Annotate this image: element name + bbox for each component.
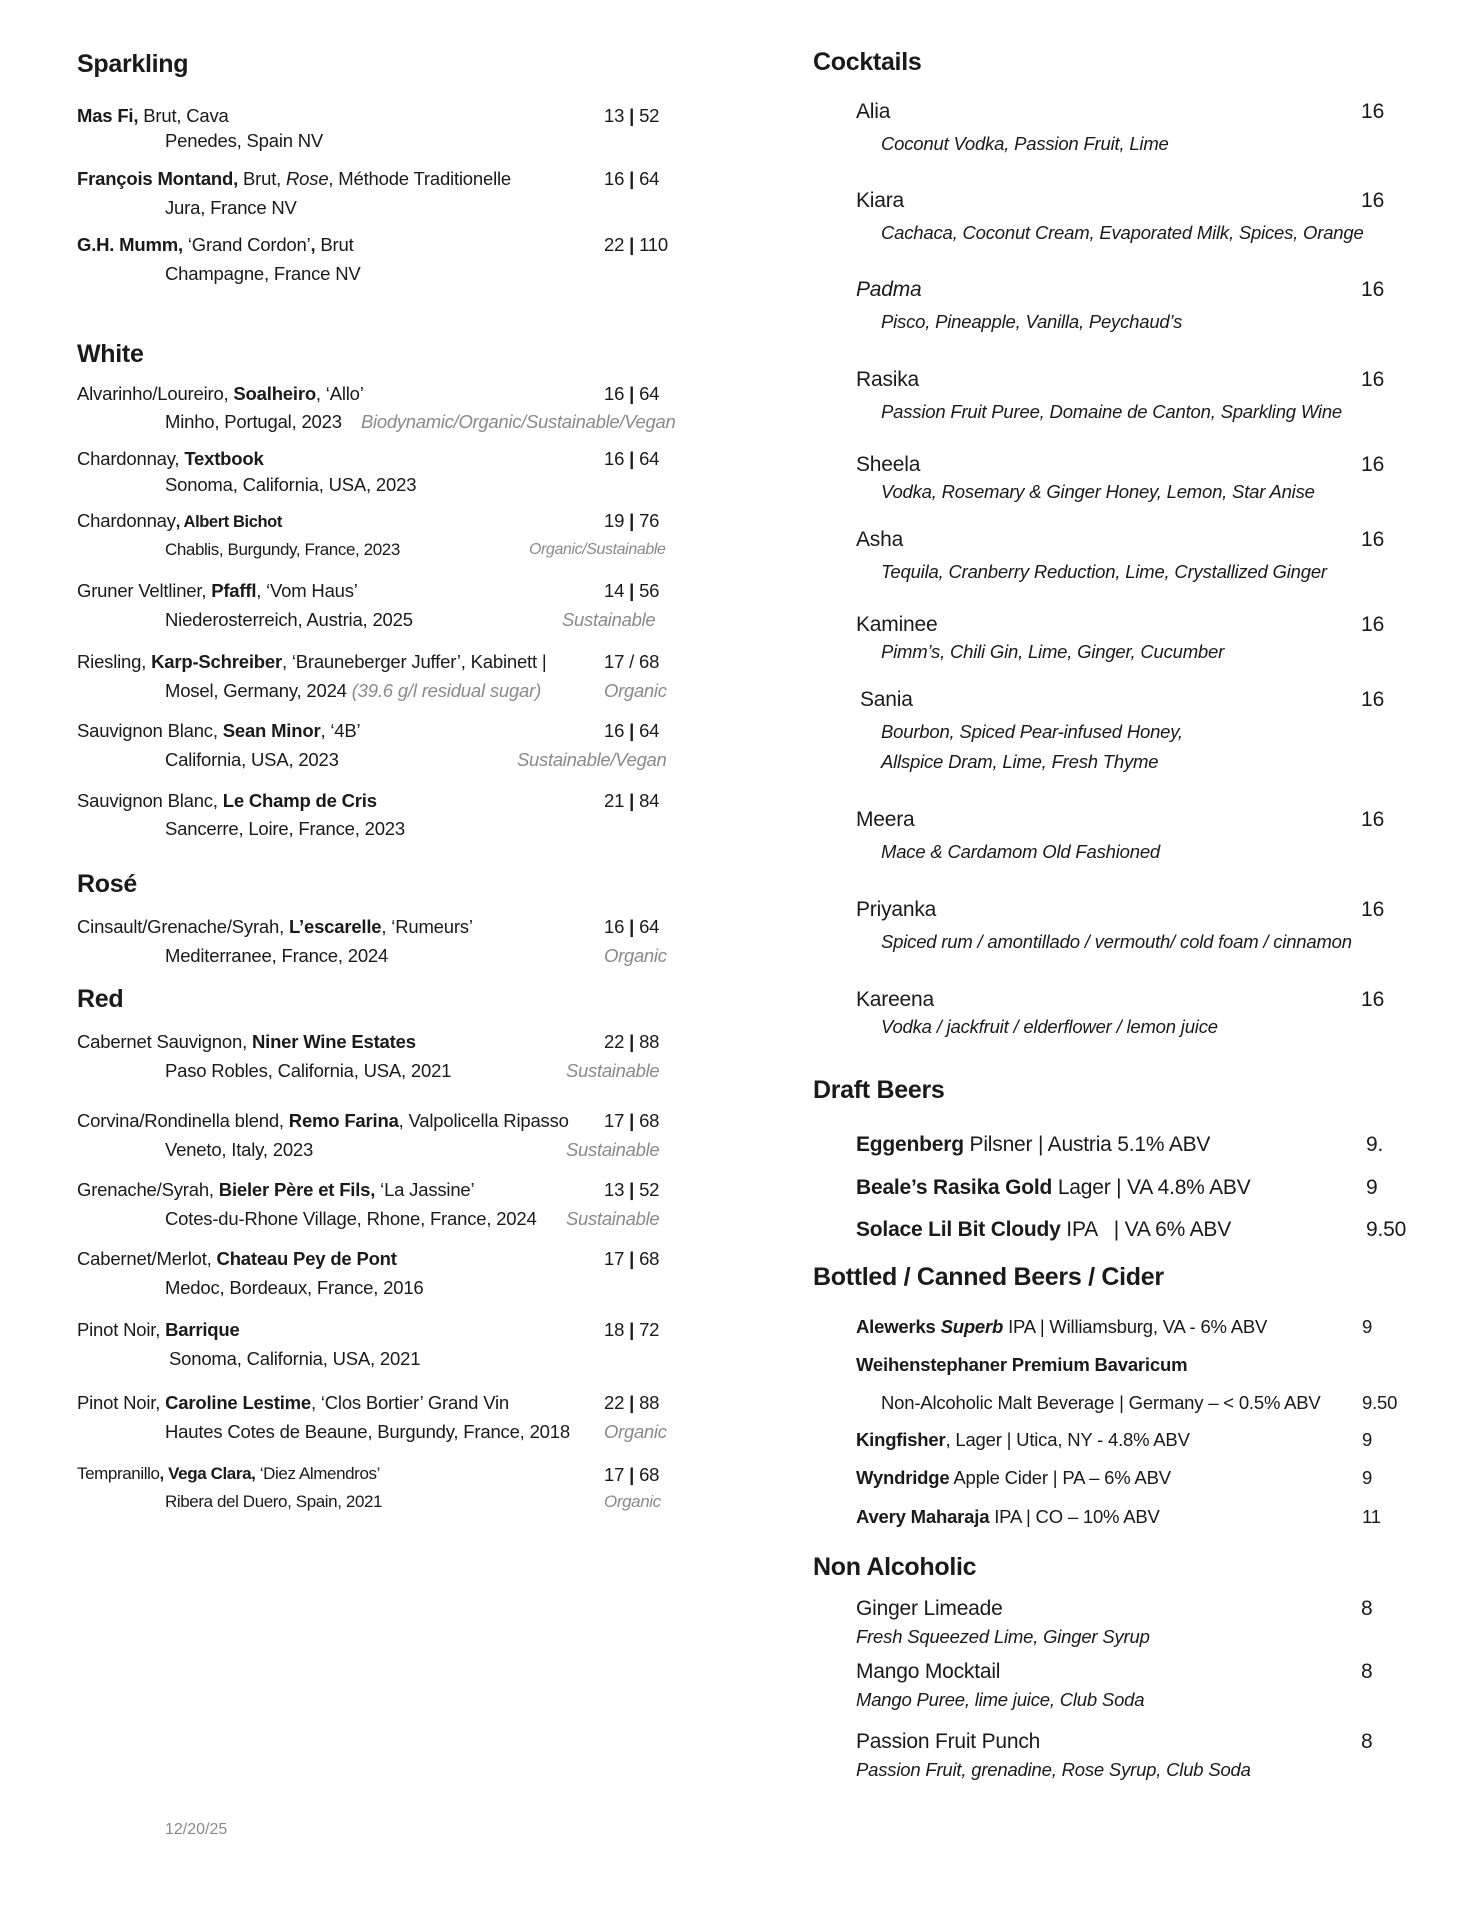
wine-origin: Sonoma, California, USA, 2023 (165, 474, 417, 495)
bottled-beer-price: 9 (1362, 1316, 1373, 1337)
draft-beer: Solace Lil Bit Cloudy IPA | VA 6% ABV (856, 1218, 1232, 1241)
wine-note: Organic/Sustainable (529, 541, 666, 558)
wine-price: 18 | 72 (604, 1319, 660, 1340)
bottled-beer-price: 9 (1362, 1429, 1373, 1450)
cocktail-price: 16 (1361, 688, 1385, 711)
wine-origin: Niederosterreich, Austria, 2025 (165, 609, 413, 630)
wine-price: 22 | 88 (604, 1031, 660, 1052)
wine-line: François Montand, Brut, Rose, Méthode Traditionelle (77, 168, 511, 189)
non-alc-name: Mango Mocktail (856, 1660, 1001, 1683)
wine-price: 13 | 52 (604, 1179, 660, 1200)
wine-price: 16 | 64 (604, 383, 660, 404)
wine-price: 13 | 52 (604, 105, 660, 126)
non-alc-price: 8 (1361, 1597, 1373, 1620)
wine-line: G.H. Mumm, ‘Grand Cordon’, Brut (77, 234, 354, 255)
wine-origin: Cotes-du-Rhone Village, Rhone, France, 2024 (165, 1208, 537, 1229)
wine-origin: Sancerre, Loire, France, 2023 (165, 818, 405, 839)
wine-note: Sustainable/Vegan (517, 749, 667, 770)
cocktail-desc: Pisco, Pineapple, Vanilla, Peychaud’s (881, 311, 1183, 332)
wine-origin: Medoc, Bordeaux, France, 2016 (165, 1277, 424, 1298)
wine-line: Riesling, Karp-Schreiber, ‘Brauneberger Juffer’, Kabinett | (77, 651, 547, 672)
menu-date: 12/20/25 (165, 1821, 228, 1838)
wine-line: Sauvignon Blanc, Sean Minor, ‘4B’ (77, 720, 361, 741)
wine-price: 17 | 68 (604, 1464, 660, 1485)
section-heading-non-alcoholic: Non Alcoholic (813, 1553, 977, 1581)
wine-origin: Champagne, France NV (165, 263, 361, 284)
draft-beer-price: 9. (1366, 1133, 1384, 1156)
bottled-beer-desc: Non-Alcoholic Malt Beverage | Germany – < 0.5% ABV (881, 1392, 1321, 1413)
bottled-beer: Kingfisher, Lager | Utica, NY - 4.8% ABV (856, 1429, 1190, 1450)
draft-beer: Eggenberg Pilsner | Austria 5.1% ABV (856, 1133, 1211, 1156)
section-heading-draft-beers: Draft Beers (813, 1076, 945, 1104)
cocktail-price: 16 (1361, 453, 1385, 476)
wine-note: Biodynamic/Organic/Sustainable/Vegan (361, 411, 676, 432)
wine-origin: Ribera del Duero, Spain, 2021 (165, 1492, 383, 1511)
draft-beer: Beale’s Rasika Gold Lager | VA 4.8% ABV (856, 1176, 1251, 1199)
wine-price: 21 | 84 (604, 790, 660, 811)
wine-price: 22 | 110 (604, 234, 668, 255)
wine-price: 16 | 64 (604, 168, 660, 189)
cocktail-desc: Mace & Cardamom Old Fashioned (881, 841, 1161, 862)
wine-price: 17 | 68 (604, 1248, 660, 1269)
cocktail-name: Kareena (856, 988, 934, 1011)
wine-price: 22 | 88 (604, 1392, 660, 1413)
wine-note: Sustainable (562, 609, 656, 630)
wine-note: Organic (604, 1421, 667, 1442)
wine-line: Chardonnay, Albert Bichot (77, 510, 282, 531)
wine-line: Alvarinho/Loureiro, Soalheiro, ‘Allo’ (77, 383, 364, 404)
non-alc-desc: Mango Puree, lime juice, Club Soda (856, 1689, 1145, 1710)
wine-line: Chardonnay, Textbook (77, 448, 264, 469)
cocktail-desc: Cachaca, Coconut Cream, Evaporated Milk, Spices, Orange (881, 222, 1364, 243)
wine-line: Sauvignon Blanc, Le Champ de Cris (77, 790, 377, 811)
bottled-beer-price: 9 (1362, 1467, 1373, 1488)
wine-note: Organic (604, 945, 667, 966)
non-alc-price: 8 (1361, 1730, 1373, 1753)
cocktail-desc: Pimm’s, Chili Gin, Lime, Ginger, Cucumber (881, 641, 1225, 662)
wine-line: Corvina/Rondinella blend, Remo Farina, Valpolicella Ripasso (77, 1110, 569, 1131)
wine-origin: Jura, France NV (165, 197, 297, 218)
cocktail-name: Sania (860, 688, 913, 711)
section-heading-rose: Rosé (77, 870, 137, 898)
cocktail-desc: Coconut Vodka, Passion Fruit, Lime (881, 133, 1169, 154)
wine-line: Grenache/Syrah, Bieler Père et Fils, ‘La Jassine’ (77, 1179, 475, 1200)
section-heading-white: White (77, 340, 144, 368)
wine-price: 16 | 64 (604, 720, 660, 741)
cocktail-name: Padma (856, 278, 922, 301)
wine-price: 17 | 68 (604, 1110, 660, 1131)
cocktail-price: 16 (1361, 368, 1385, 391)
wine-note: Organic (604, 1492, 661, 1511)
cocktail-price: 16 (1361, 898, 1385, 921)
cocktail-name: Sheela (856, 453, 921, 476)
section-heading-red: Red (77, 985, 124, 1013)
cocktail-desc: Spiced rum / amontillado / vermouth/ cold foam / cinnamon (881, 931, 1352, 952)
cocktail-name: Kiara (856, 189, 905, 212)
cocktail-desc: Tequila, Cranberry Reduction, Lime, Crystallized Ginger (881, 561, 1327, 582)
section-heading-bottled-beers: Bottled / Canned Beers / Cider (813, 1263, 1164, 1291)
non-alc-price: 8 (1361, 1660, 1373, 1683)
wine-line: Cinsault/Grenache/Syrah, L’escarelle, ‘Rumeurs’ (77, 916, 473, 937)
bottled-beer: Avery Maharaja IPA | CO – 10% ABV (856, 1506, 1160, 1527)
wine-origin: Paso Robles, California, USA, 2021 (165, 1060, 452, 1081)
cocktail-price: 16 (1361, 278, 1385, 301)
wine-origin: Minho, Portugal, 2023 (165, 411, 342, 432)
wine-price: 16 | 64 (604, 448, 660, 469)
wine-line: Cabernet Sauvignon, Niner Wine Estates (77, 1031, 416, 1052)
bottled-beer: Wyndridge Apple Cider | PA – 6% ABV (856, 1467, 1171, 1488)
wine-price: 17 / 68 (604, 651, 660, 672)
cocktail-price: 16 (1361, 189, 1385, 212)
non-alc-desc: Passion Fruit, grenadine, Rose Syrup, Club Soda (856, 1759, 1251, 1780)
wine-note: Sustainable (566, 1139, 660, 1160)
cocktail-desc: Bourbon, Spiced Pear-infused Honey, (881, 721, 1183, 742)
wine-line: Pinot Noir, Barrique (77, 1319, 240, 1340)
wine-line: Tempranillo, Vega Clara, ‘Diez Almendros’ (77, 1464, 380, 1483)
wine-price: 16 | 64 (604, 916, 660, 937)
wine-origin: Mosel, Germany, 2024 (39.6 g/l residual sugar) (165, 680, 542, 701)
cocktail-name: Meera (856, 808, 915, 831)
non-alc-desc: Fresh Squeezed Lime, Ginger Syrup (856, 1626, 1150, 1647)
cocktail-price: 16 (1361, 808, 1385, 831)
cocktail-price: 16 (1361, 613, 1385, 636)
wine-line: Pinot Noir, Caroline Lestime, ‘Clos Bortier’ Grand Vin (77, 1392, 510, 1413)
cocktail-desc-line2: Allspice Dram, Lime, Fresh Thyme (881, 751, 1159, 772)
bottled-beer-price: 11 (1362, 1506, 1381, 1527)
section-heading-sparkling: Sparkling (77, 50, 189, 78)
draft-beer-price: 9.50 (1366, 1218, 1407, 1241)
cocktail-desc: Passion Fruit Puree, Domaine de Canton, Sparkling Wine (881, 401, 1343, 422)
section-heading-cocktails: Cocktails (813, 48, 922, 76)
non-alc-name: Ginger Limeade (856, 1597, 1003, 1620)
wine-origin: Chablis, Burgundy, France, 2023 (165, 540, 400, 559)
wine-origin: Sonoma, California, USA, 2021 (169, 1348, 421, 1369)
wine-origin: California, USA, 2023 (165, 749, 339, 770)
bottled-beer-price: 9.50 (1362, 1392, 1398, 1413)
cocktail-price: 16 (1361, 528, 1385, 551)
wine-line: Cabernet/Merlot, Chateau Pey de Pont (77, 1248, 397, 1269)
wine-origin: Penedes, Spain NV (165, 130, 324, 151)
draft-beer-price: 9 (1366, 1176, 1378, 1199)
wine-origin: Veneto, Italy, 2023 (165, 1139, 314, 1160)
wine-origin: Mediterranee, France, 2024 (165, 945, 389, 966)
cocktail-price: 16 (1361, 988, 1385, 1011)
wine-line: Mas Fi, Brut, Cava (77, 105, 229, 126)
wine-line: Gruner Veltliner, Pfaffl, ‘Vom Haus’ (77, 580, 358, 601)
residual-sugar-note: (39.6 g/l residual sugar) (351, 680, 542, 701)
non-alc-name: Passion Fruit Punch (856, 1730, 1041, 1753)
cocktail-name: Asha (856, 528, 904, 551)
wine-origin: Hautes Cotes de Beaune, Burgundy, France, 2018 (165, 1421, 570, 1442)
cocktail-desc: Vodka, Rosemary & Ginger Honey, Lemon, Star Anise (881, 481, 1315, 502)
bottled-beer: Alewerks Superb IPA | Williamsburg, VA - 6% ABV (856, 1316, 1268, 1337)
wine-price: 19 | 76 (604, 510, 660, 531)
cocktail-name: Kaminee (856, 613, 938, 636)
cocktail-price: 16 (1361, 100, 1385, 123)
cocktail-name: Alia (856, 100, 891, 123)
wine-note: Sustainable (566, 1208, 660, 1229)
wine-note: Sustainable (566, 1060, 660, 1081)
cocktail-name: Priyanka (856, 898, 937, 921)
cocktail-desc: Vodka / jackfruit / elderflower / lemon juice (881, 1016, 1218, 1037)
wine-note: Organic (604, 680, 667, 701)
wine-price: 14 | 56 (604, 580, 660, 601)
cocktail-name: Rasika (856, 368, 919, 391)
bottled-beer: Weihenstephaner Premium Bavaricum (856, 1354, 1188, 1375)
